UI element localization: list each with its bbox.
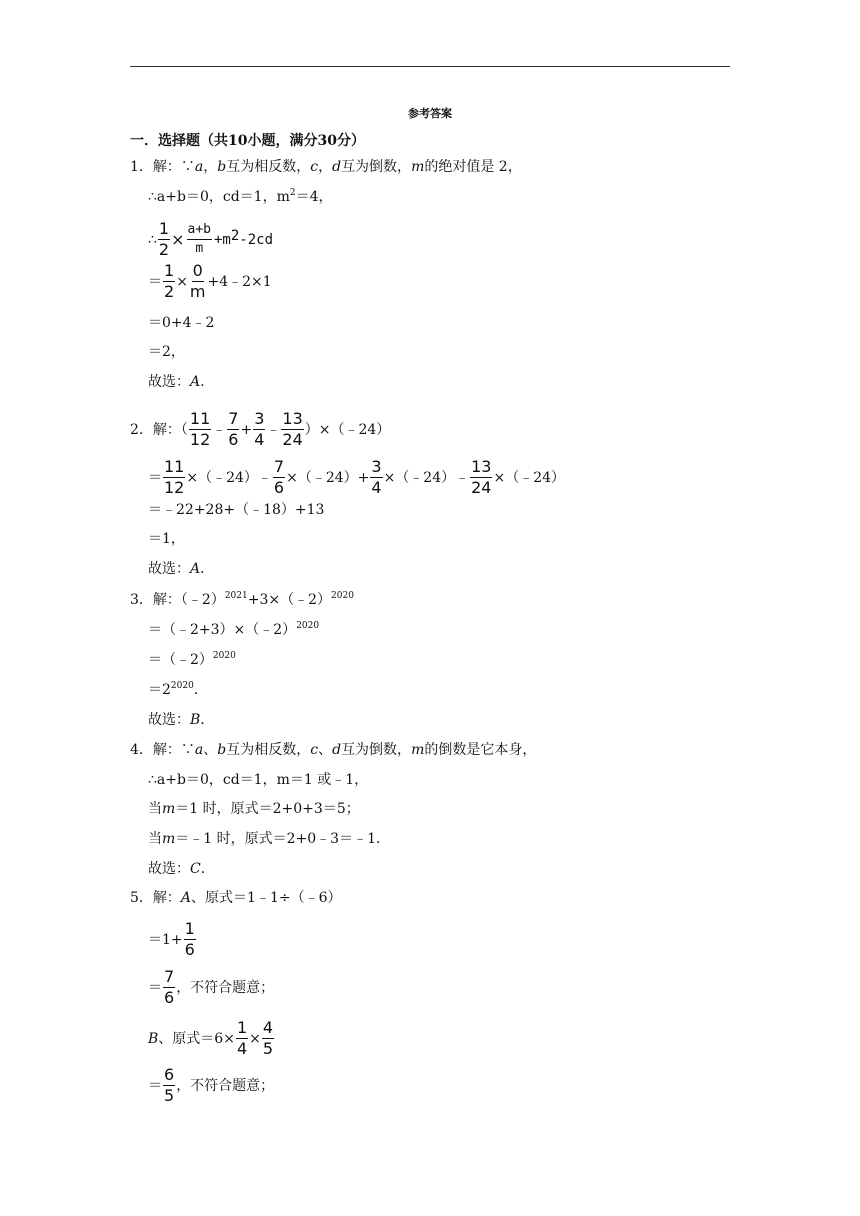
text: ∴a+b＝0，cd＝1，m <box>148 189 290 205</box>
text: 、 <box>203 742 218 758</box>
option: A <box>180 890 192 906</box>
text: ＝4， <box>295 189 333 205</box>
q2-line-4: ＝1， <box>148 531 185 547</box>
var: d <box>332 159 342 175</box>
text: ，不符合题意； <box>176 1077 275 1094</box>
denominator: 6 <box>164 988 175 1007</box>
text: 3．解：（﹣2） <box>130 592 225 608</box>
text: +3×（﹣2） <box>247 592 332 608</box>
text: 当 <box>148 801 162 817</box>
fraction <box>227 410 239 449</box>
denominator: 6 <box>228 430 239 449</box>
fraction <box>262 1019 274 1058</box>
var: m <box>162 831 176 847</box>
fraction <box>470 458 492 497</box>
numerator: 11 <box>189 409 211 428</box>
text: +4﹣2×1 <box>207 273 272 290</box>
q1-line-4 <box>148 262 272 301</box>
numerator: 1 <box>184 919 195 938</box>
q1-line-3 <box>148 220 273 259</box>
text: 故选： <box>148 861 190 877</box>
text: ， <box>318 159 333 175</box>
text: 互为倒数， <box>341 159 412 175</box>
text: 互为相反数， <box>226 159 311 175</box>
text: ）×（﹣24） <box>304 421 391 438</box>
denominator: m <box>189 282 206 301</box>
numerator: 4 <box>262 1018 274 1037</box>
denominator: 24 <box>282 430 303 449</box>
text: 故选： <box>148 561 190 577</box>
answer: A <box>190 374 201 390</box>
numerator: 1 <box>164 261 175 280</box>
text: 5．解： <box>130 890 181 906</box>
text: × <box>176 273 188 290</box>
q2-line-5 <box>148 559 214 579</box>
text: ∴ <box>148 231 157 248</box>
q2-line-3: ＝﹣22+28+（﹣18）+13 <box>148 502 325 518</box>
text: 、原式＝6× <box>158 1030 235 1047</box>
denominator: 4 <box>254 430 265 449</box>
q5-line-2 <box>148 920 197 959</box>
q4-line-4 <box>148 829 390 849</box>
var: c <box>310 159 319 175</box>
text: ． <box>200 374 215 390</box>
superscript: 2021 <box>224 591 248 601</box>
q3-line-3 <box>148 650 236 670</box>
denominator: 24 <box>471 478 492 497</box>
fraction <box>253 410 265 449</box>
superscript: 2020 <box>331 591 354 601</box>
superscript: 2020 <box>296 621 320 631</box>
text: ＝1+ <box>148 931 183 948</box>
fraction <box>370 458 382 497</box>
numerator: 6 <box>164 1065 175 1084</box>
numerator: 1 <box>236 1018 248 1037</box>
header-rule <box>130 66 730 67</box>
denominator: 5 <box>262 1039 274 1058</box>
text: 、原式＝1﹣1÷（﹣6） <box>191 890 342 906</box>
var: m <box>411 742 425 758</box>
q3-line-5 <box>148 710 214 730</box>
text: × <box>171 229 185 249</box>
text: 的倒数是它本身， <box>424 742 537 758</box>
text: 4．解：∵ <box>130 742 195 758</box>
text: 当 <box>148 831 162 847</box>
q4-line-3 <box>148 799 360 819</box>
fraction <box>281 410 303 449</box>
fraction <box>184 920 196 959</box>
denominator: 6 <box>184 940 195 959</box>
text: 故选： <box>148 374 190 390</box>
var: m <box>162 801 176 817</box>
denominator: 4 <box>236 1039 248 1058</box>
numerator: 13 <box>471 457 492 476</box>
text: -2cd <box>239 231 274 248</box>
text: 的绝对值是 2， <box>424 159 522 175</box>
q3-line-4 <box>148 680 208 700</box>
text: ＝2 <box>148 682 171 698</box>
denominator: 4 <box>371 478 382 497</box>
q1-line-6: ＝2， <box>148 344 185 360</box>
fraction <box>273 458 285 497</box>
superscript: 2 <box>230 227 240 244</box>
numerator: 1 <box>158 219 170 238</box>
text: ＝ <box>148 1077 162 1094</box>
answer: A <box>190 561 201 577</box>
numerator: 0 <box>192 261 203 280</box>
answer: C <box>190 861 201 877</box>
q5-line-5 <box>148 1066 274 1105</box>
q5-line-3 <box>148 968 274 1007</box>
var: b <box>217 159 227 175</box>
denominator: 2 <box>164 282 175 301</box>
fraction <box>163 262 175 301</box>
numerator: 3 <box>254 409 265 428</box>
q3-line-2 <box>148 620 319 640</box>
text: ． <box>200 712 215 728</box>
text: ＝ <box>148 469 162 486</box>
text: ＝（﹣2） <box>148 652 213 668</box>
text: 2．解：（ <box>130 421 188 438</box>
fraction <box>189 410 211 449</box>
q1-line-1 <box>130 157 522 177</box>
text: ×（﹣24）﹣ <box>383 469 470 486</box>
numerator: 13 <box>282 409 303 428</box>
denominator: 5 <box>164 1086 175 1105</box>
fraction <box>163 1066 175 1105</box>
text: + <box>240 421 253 438</box>
q4-line-5 <box>148 859 215 879</box>
fraction <box>236 1019 248 1058</box>
numerator: 7 <box>228 409 239 428</box>
var: d <box>332 742 342 758</box>
text: ﹣ <box>266 421 281 438</box>
var: a <box>194 159 204 175</box>
q1-line-5: ＝0+4﹣2 <box>148 315 215 331</box>
var: m <box>411 159 425 175</box>
denominator: 6 <box>273 478 285 497</box>
fraction <box>158 220 170 259</box>
text: ﹣ <box>212 421 227 438</box>
text: ＝﹣1 时，原式＝2+0﹣3＝﹣1． <box>175 831 390 847</box>
text: ． <box>193 682 208 698</box>
var: c <box>310 742 319 758</box>
q1-line-7 <box>148 372 214 392</box>
section-heading: 一．选择题（共10小题，满分30分） <box>130 133 365 149</box>
var: a <box>194 742 204 758</box>
superscript: 2020 <box>212 651 236 661</box>
text: 故选： <box>148 712 190 728</box>
denominator: 12 <box>164 478 185 497</box>
superscript: 2 <box>289 188 296 198</box>
q5-line-1 <box>130 888 342 908</box>
text: ． <box>200 561 215 577</box>
text: +m <box>214 231 231 248</box>
fraction <box>187 222 212 257</box>
fraction <box>189 262 207 301</box>
numerator: 11 <box>164 457 185 476</box>
text: ，不符合题意； <box>176 979 275 996</box>
q1-line-2 <box>148 187 333 207</box>
fraction <box>163 968 175 1007</box>
text: 、 <box>318 742 333 758</box>
text: 1．解：∵ <box>130 159 195 175</box>
text: ． <box>200 861 215 877</box>
q2-line-2 <box>148 458 565 497</box>
numerator: 3 <box>371 457 382 476</box>
text: ＝ <box>148 979 162 996</box>
option: B <box>148 1030 159 1047</box>
q4-line-1 <box>130 740 536 760</box>
denominator: 2 <box>158 240 170 259</box>
q3-line-1 <box>130 590 354 610</box>
numerator: 7 <box>164 967 175 986</box>
text: ， <box>203 159 218 175</box>
q2-line-1 <box>130 410 390 449</box>
q5-line-4 <box>148 1019 275 1058</box>
numerator: a+b <box>187 222 212 240</box>
denominator: 12 <box>189 430 211 449</box>
var: b <box>217 742 227 758</box>
text: ＝1 时，原式＝2+0+3＝5； <box>175 801 360 817</box>
numerator: 7 <box>273 457 285 476</box>
text: ＝（﹣2+3）×（﹣2） <box>148 622 297 638</box>
text: ×（﹣24）+ <box>286 469 370 486</box>
text: × <box>249 1030 261 1047</box>
text: 互为倒数， <box>341 742 412 758</box>
page-title: 参考答案 <box>408 107 452 120</box>
q4-line-2: ∴a+b＝0，cd＝1，m＝1 或﹣1， <box>148 772 369 788</box>
fraction <box>163 458 185 497</box>
text: ＝ <box>148 273 162 290</box>
text: ×（﹣24） <box>493 469 566 486</box>
answer: B <box>190 712 201 728</box>
text: 互为相反数， <box>226 742 311 758</box>
text: ×（﹣24）﹣ <box>186 469 272 486</box>
denominator: m <box>195 241 204 256</box>
superscript: 2020 <box>170 681 194 691</box>
